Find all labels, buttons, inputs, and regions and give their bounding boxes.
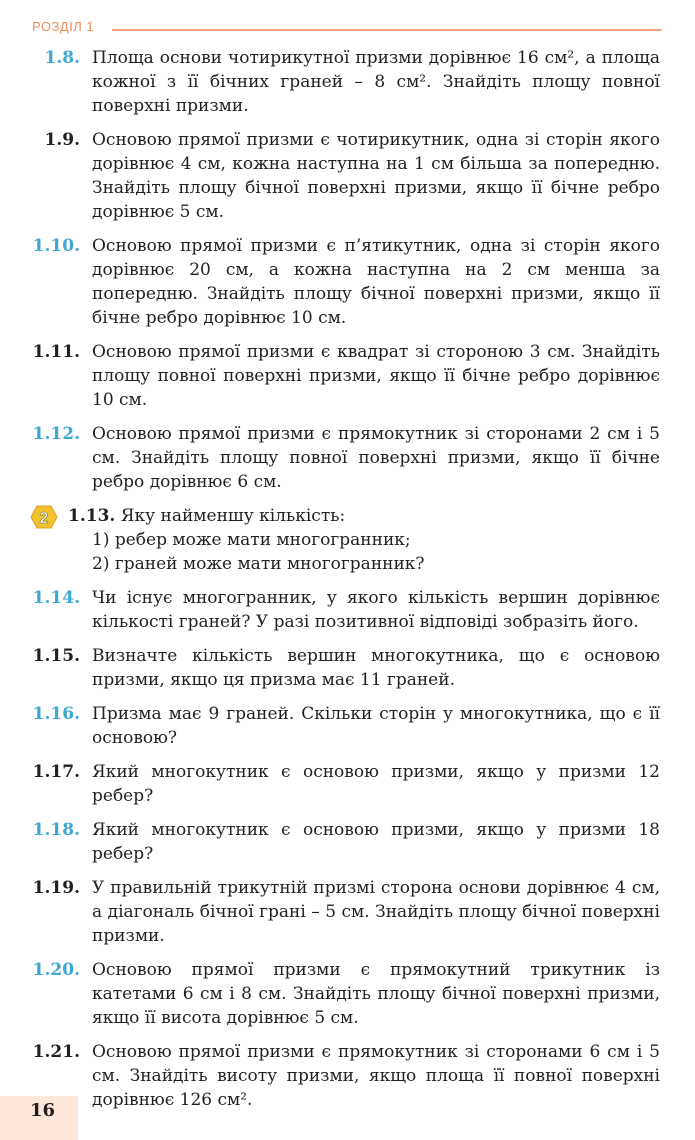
problem-number: 1.8. xyxy=(44,48,80,68)
problem-text: Основою прямої призми є прямокутник зі сторонами 6 см і 5 см. Знайдіть висоту призми, якщо площа її повної поверхні дорівнює 126 см². xyxy=(92,1042,660,1110)
level-badge-number: 2 xyxy=(39,510,49,527)
problem-number: 1.9. xyxy=(44,130,80,150)
problem-text-line xyxy=(68,504,660,528)
header-rule xyxy=(112,29,662,31)
problem-number: 1.21. xyxy=(32,1042,80,1062)
problem-item xyxy=(20,340,660,412)
problem-number: 1.19. xyxy=(32,878,80,898)
problem-text: Основою прямої призми є прямокутник зі сторонами 2 см і 5 см. Знайдіть площу повної поверхні призми, якщо її бічне ребро дорівнює 6 см. xyxy=(92,424,660,492)
problem-list xyxy=(20,46,660,1122)
problem-text: Основою прямої призми є чотирикутник, одна зі сторін якого дорівнює 4 см, кожна наступна на 1 см більша за попередню. Знайдіть площу бічної поверхні призми, якщо її бічне ребро дорівнює 5 см. xyxy=(92,130,660,222)
problem-subitem: 2) граней може мати многогранник? xyxy=(92,554,425,574)
problem-number: 1.12. xyxy=(32,424,80,444)
problem-text: Чи існує многогранник, у якого кількість вершин дорівнює кількості граней? У разі позитивної відповіді зобразіть його. xyxy=(92,588,660,632)
problem-item xyxy=(20,234,660,330)
problem-text: Призма має 9 граней. Скільки сторін у многокутника, що є її основою? xyxy=(92,704,660,748)
problem-number: 1.13. xyxy=(68,506,116,526)
problem-number: 1.18. xyxy=(32,820,80,840)
problem-number: 1.16. xyxy=(32,704,80,724)
problem-item xyxy=(20,644,660,692)
page-number: 16 xyxy=(30,1100,56,1121)
problem-number: 1.17. xyxy=(32,762,80,782)
problem-item xyxy=(20,702,660,750)
problem-text: Площа основи чотирикутної призми дорівнює 16 см², а площа кожної з її бічних граней – 8 см². Знайдіть площу повної поверхні призми. xyxy=(92,48,660,116)
problem-item xyxy=(20,586,660,634)
problem-item xyxy=(20,958,660,1030)
problem-number: 1.11. xyxy=(32,342,80,362)
problem-text: Який многокутник є основою призми, якщо у призми 12 ребер? xyxy=(92,762,660,806)
problem-subitem: 1) ребер може мати многогранник; xyxy=(92,530,411,550)
problem-text: Який многокутник є основою призми, якщо у призми 18 ребер? xyxy=(92,820,660,864)
problem-text: Визначте кількість вершин многокутника, що є основою призми, якщо ця призма має 11 граней. xyxy=(92,646,660,690)
problem-number: 1.10. xyxy=(32,236,80,256)
section-label: РОЗДІЛ 1 xyxy=(32,19,95,34)
problem-item xyxy=(20,46,660,118)
problem-text: Основою прямої призми є прямокутний трикутник із катетами 6 см і 8 см. Знайдіть площу бічної поверхні призми, якщо її висота дорівнює 5 см. xyxy=(92,960,660,1028)
problem-item xyxy=(20,760,660,808)
problem-item xyxy=(20,128,660,224)
problem-number: 1.14. xyxy=(32,588,80,608)
level-2-badge-icon xyxy=(30,505,58,529)
problem-item xyxy=(20,876,660,948)
problem-number: 1.20. xyxy=(32,960,80,980)
problem-text: У правильній трикутній призмі сторона основи дорівнює 4 см, а діагональ бічної грані – 5 см. Знайдіть площу бічної поверхні призми. xyxy=(92,878,660,946)
problem-text: Основою прямої призми є квадрат зі стороною 3 см. Знайдіть площу повної поверхні призми, якщо її бічне ребро дорівнює 10 см. xyxy=(92,342,660,410)
problem-text: Яку найменшу кількість: xyxy=(120,506,346,526)
section-header xyxy=(32,19,662,41)
problem-text: Основою прямої призми є п’ятикутник, одна зі сторін якого дорівнює 20 см, а кожна наступна на 2 см менша за попередню. Знайдіть площу бічної поверхні призми, якщо її бічне ребро дорівнює 10 см. xyxy=(92,236,660,328)
problem-number: 1.15. xyxy=(32,646,80,666)
problem-item xyxy=(20,504,660,576)
problem-item xyxy=(20,818,660,866)
problem-item xyxy=(20,422,660,494)
problem-item xyxy=(20,1040,660,1112)
